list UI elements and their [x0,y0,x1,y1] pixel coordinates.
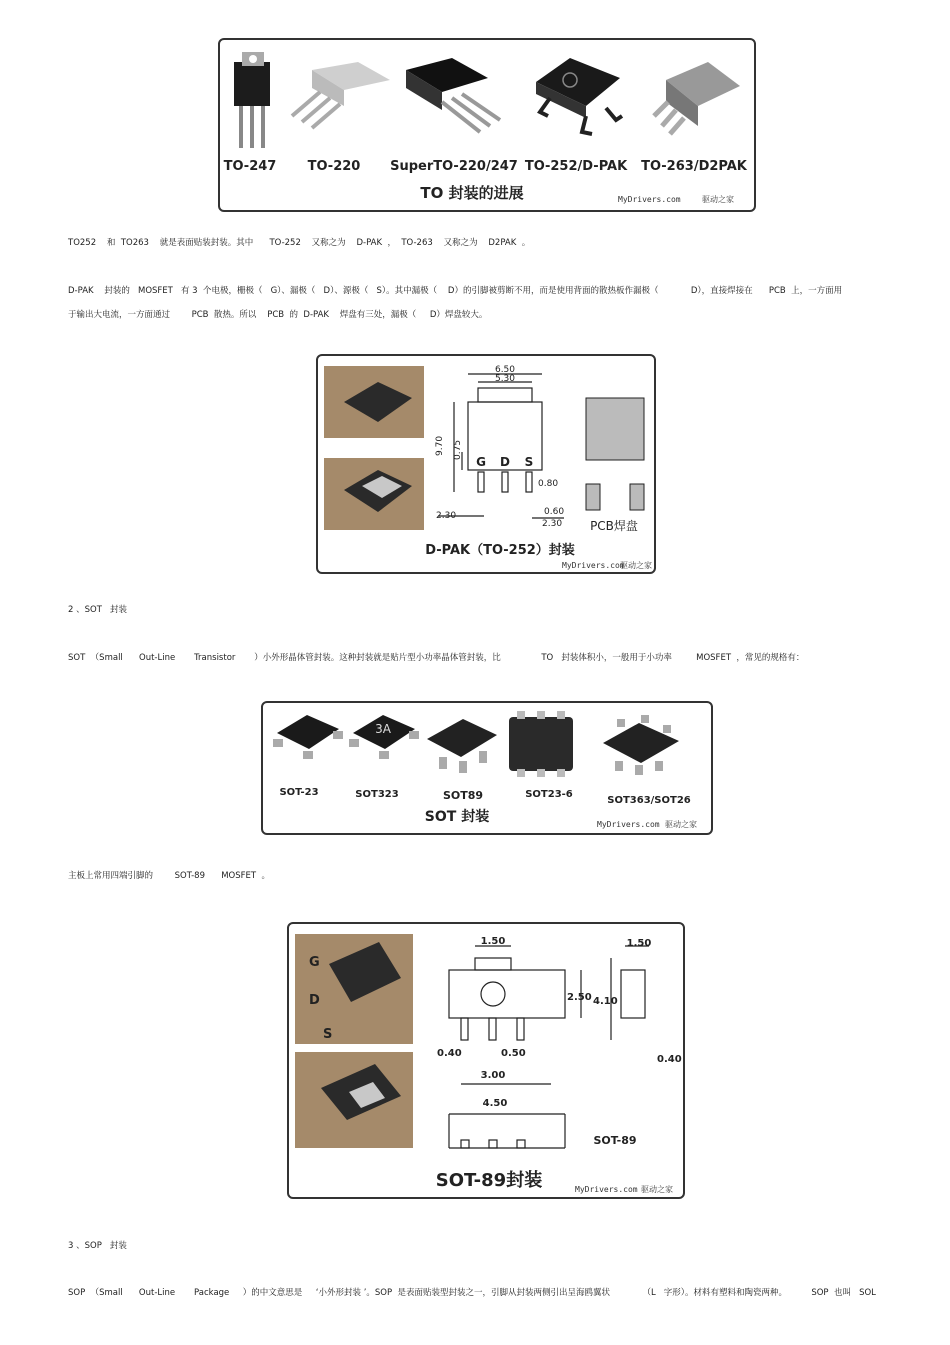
sot-23-image [273,715,343,759]
sot-package-figure [261,701,713,835]
sot363-image [603,715,679,775]
sot89-dim-side-top: 1.50 [626,938,652,949]
dpak-watermark-site: MyDrivers.com [562,561,625,570]
label-sot-23: SOT-23 [279,787,319,798]
dim-230-left: 2.30 [436,511,457,521]
sot-watermark-site: MyDrivers.com [597,820,660,829]
dpak-figure [316,354,656,574]
to-watermark-brand: 驱动之家 [702,195,734,204]
label-to-247: TO-247 [223,159,277,174]
label-to-252: TO-252/D-PAK [524,159,628,174]
sot89-watermark-site: MyDrivers.com [575,1185,638,1194]
label-sot23-6: SOT23-6 [525,789,573,800]
to-watermark-site: MyDrivers.com [618,195,681,204]
to-252-image [536,58,622,134]
to-263-image [654,62,740,134]
sot89-pin-d: D [309,993,320,1008]
paragraph-dpak-line2: 于输出大电流，一方面通过 PCB 散热。所以 PCB 的 D-PAK 焊盘有三处，漏极（ D）焊盘较大。 [68,310,488,320]
dim-230-right: 2.30 [542,519,563,529]
dpak-figure-caption: D-PAK（TO-252）封装 [425,543,575,558]
pcb-pad-label: PCB焊盘 [590,519,638,533]
dim-075: 0.75 [453,439,463,460]
dim-060: 0.60 [544,507,565,517]
superto-image [406,58,500,132]
sot89-dim-250: 2.50 [567,992,592,1003]
sot89-dim-450: 4.50 [482,1098,508,1109]
label-to-263: TO-263/D2PAK [641,159,747,174]
label-sot323: SOT323 [355,789,399,800]
sot89-figure-caption: SOT-89封装 [435,1170,543,1191]
sot89-dim-side-bot: 0.40 [657,1054,682,1065]
sot89-watermark-brand: 驱动之家 [641,1185,673,1194]
pcb-pad-small-left [586,484,600,510]
pcb-pad-small-right [630,484,644,510]
sot89-dim-050: 0.50 [501,1048,526,1059]
sot323-image [349,715,419,759]
to-package-figure [218,38,756,212]
dpak-pin-d: D [500,455,510,469]
paragraph-dpak-line1: D-PAK 封装的 MOSFET 有 3 个电极，栅极（ G）、漏极（ D）、源极（ S）。其中漏极（ D）的引脚被剪断不用，而是使用背面的散热板作漏极（ D），直接焊接在 PCB 上，一方面用 [68,286,843,296]
sot89-pin-s: S [323,1027,333,1042]
label-sot89: SOT89 [442,789,484,802]
to-220-image [292,62,390,128]
sot323-mark: 3A [375,722,391,736]
sot89-pin-g: G [309,955,320,970]
heading-sop: 3 、SOP 封装 [68,1241,127,1251]
sot89-model-label: SOT-89 [593,1134,637,1147]
dpak-pin-s: S [524,455,534,469]
sot89-dim-top: 1.50 [480,936,506,947]
dpak-watermark-brand: 驱动之家 [620,561,652,570]
dim-080: 0.80 [538,479,559,489]
dim-650: 6.50 [494,365,516,375]
to-247-image [234,52,270,148]
sot-figure-caption: SOT 封装 [424,809,490,825]
paragraph-sot: SOT （Small Out-Line Transistor ）小外形晶体管封装。这种封装就是贴片型小功率晶体管封装，比 TO 封装体积小，一般用于小功率 MOSFET ，常见的规格有： [68,653,805,663]
paragraph-sot89: 主板上常用四端引脚的 SOT-89 MOSFET 。 [68,871,270,881]
heading-sot: 2 、SOT 封装 [68,605,127,615]
dpak-pin-g: G [476,455,486,469]
dim-970: 9.70 [435,435,445,456]
label-sot363: SOT363/SOT26 [607,795,691,806]
dim-530: 5.30 [494,374,516,384]
pcb-pad-large [586,398,644,460]
sot-watermark-brand: 驱动之家 [665,820,697,829]
paragraph-to252-to263: TO252 和 TO263 就是表面贴装封装。其中 TO-252 又称之为 D-PAK ， TO-263 又称之为 D2PAK 。 [68,238,531,248]
sot89-figure [287,922,685,1199]
label-superto: SuperTO-220/247 [390,159,518,174]
label-to-220: TO-220 [307,159,361,174]
sot89-dim-300: 3.00 [480,1070,506,1081]
sot23-6-image [509,711,573,777]
sot89-image [427,719,497,773]
paragraph-sop: SOP （Small Out-Line Package ）的中文意思是 ‘小外形封装 ’。SOP 是表面贴装型封装之一，引脚从封装两侧引出呈海鸥翼状 （L 字形）。材料有塑料和陶瓷两种。 SOP 也叫 SOL [68,1288,876,1298]
sot89-dim-040: 0.40 [437,1048,462,1059]
to-figure-caption: TO 封装的进展 [420,184,524,202]
sot89-dim-410: 4.10 [593,996,618,1007]
